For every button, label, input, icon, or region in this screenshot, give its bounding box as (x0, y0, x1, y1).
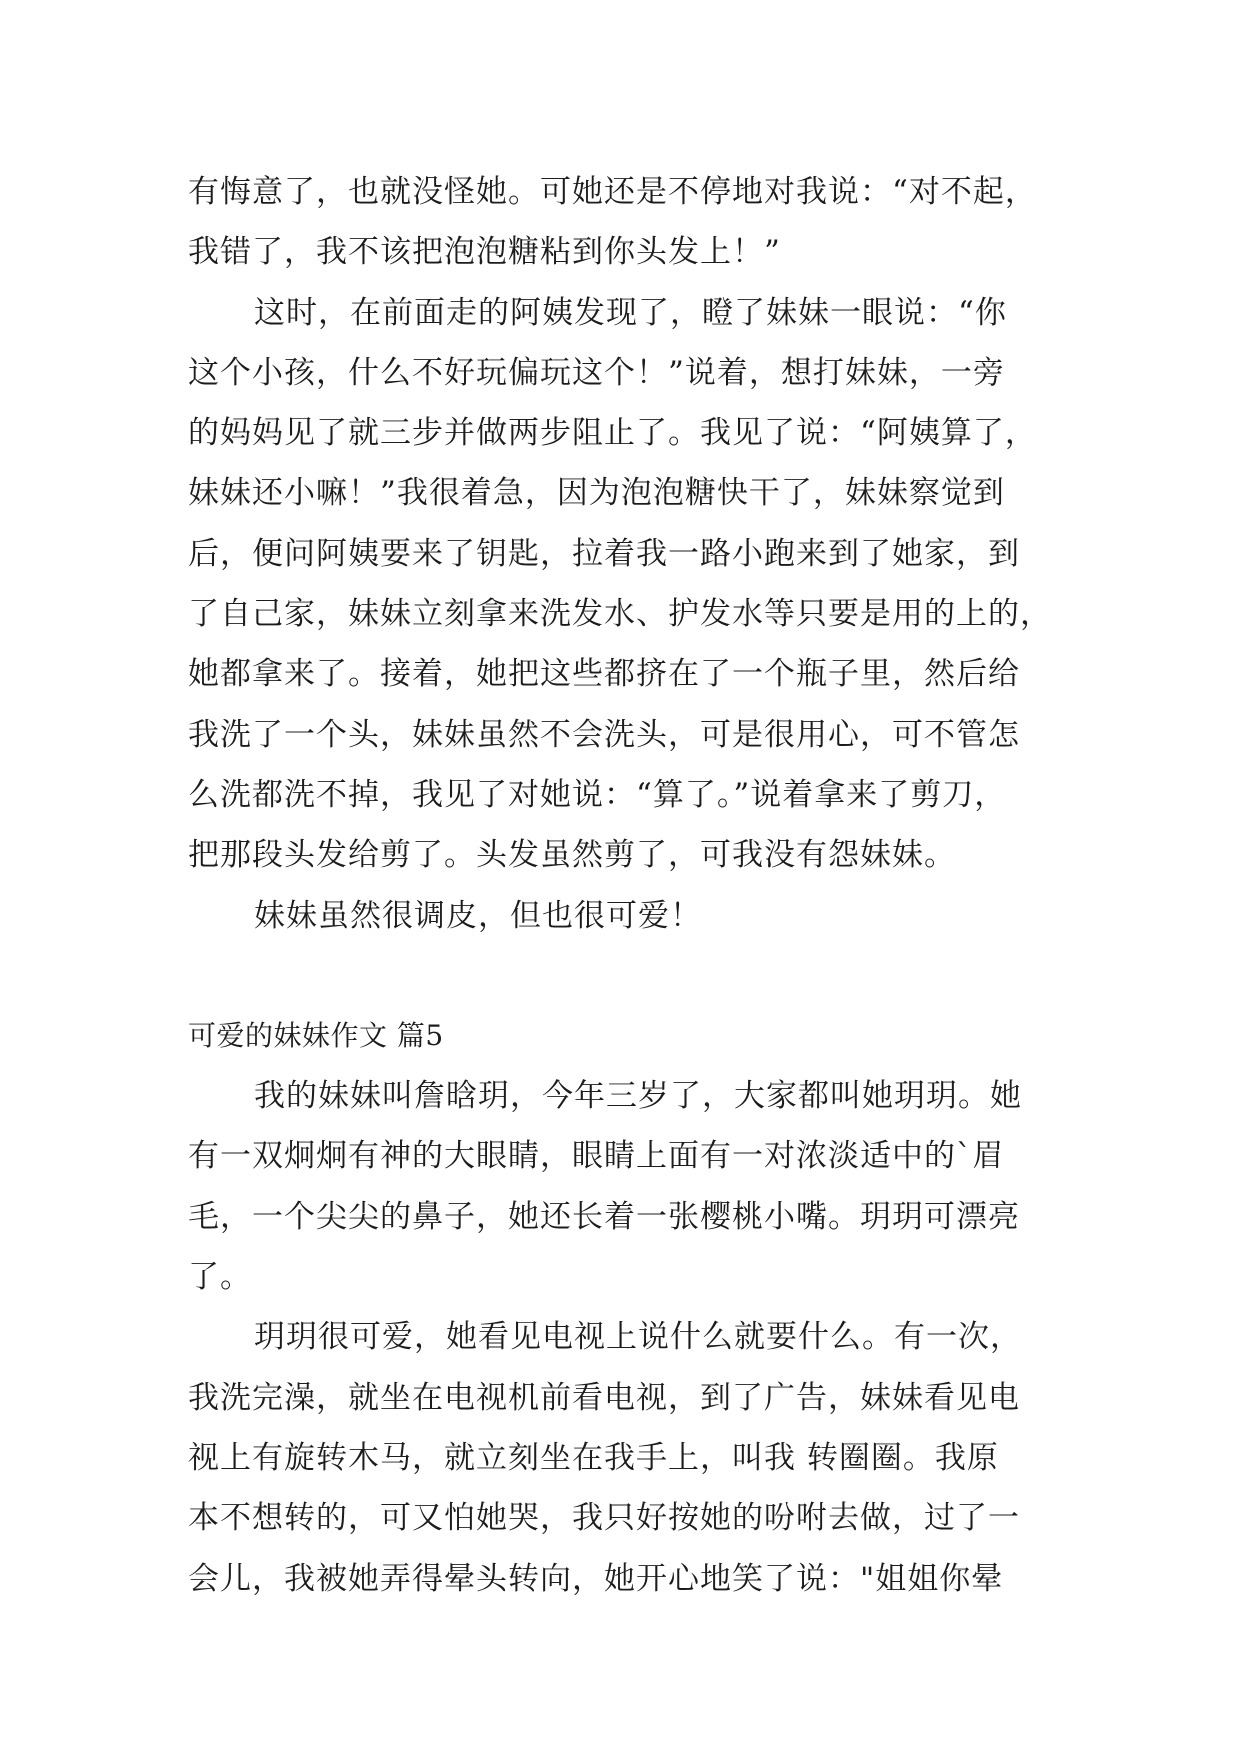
paragraph (188, 1307, 1068, 1608)
document-body (188, 162, 1068, 1609)
text-line: 把那段头发给剪了。头发虽然剪了，可我没有怨妹妹。 (188, 837, 956, 874)
text-line: 后，便问阿姨要来了钥匙，拉着我一路小跑来到了她家，到 (188, 535, 1020, 572)
text-line: 会儿，我被她弄得晕头转向，她开心地笑了说："姐姐你晕 (188, 1560, 1004, 1597)
text-line: 我错了，我不该把泡泡糖粘到你头发上！” (188, 234, 781, 271)
text-line: 妹妹虽然很调皮，但也很可爱！ (254, 897, 702, 934)
section-heading: 可爱的妹妹作文 篇5 (188, 1018, 444, 1052)
text-line: 我洗完澡，就坐在电视机前看电视，到了广告，妹妹看见电 (188, 1379, 1020, 1416)
text-line: 她都拿来了。接着，她把这些都挤在了一个瓶子里，然后给 (188, 656, 1020, 693)
text-line: 有悔意了，也就没怪她。可她还是不停地对我说：“对不起， (188, 174, 1037, 210)
text-line: 我洗了一个头，妹妹虽然不会洗头，可是很用心，可不管怎 (188, 716, 1020, 753)
text-line: 毛，一个尖尖的鼻子，她还长着一张樱桃小嘴。玥玥可漂亮 (188, 1198, 1020, 1235)
text-line: 么洗都洗不掉，我见了对她说：“算了。”说着拿来了剪刀， (188, 776, 1007, 813)
text-line: 视上有旋转木马，就立刻坐在我手上，叫我 转圈圈。我原 (188, 1439, 999, 1476)
paragraph (188, 162, 1068, 283)
text-line: 玥玥很可爱，她看见电视上说什么就要什么。有一次， (254, 1319, 1022, 1356)
text-line: 妹妹还小嘛！”我很着急，因为泡泡糖快干了，妹妹察觉到 (188, 475, 1005, 512)
paragraph (188, 283, 1068, 886)
text-line: 这个小孩，什么不好玩偏玩这个！”说着，想打妹妹，一旁 (188, 354, 1005, 391)
section-spacer (188, 946, 1068, 1006)
paragraph (188, 1066, 1068, 1307)
text-line: 了自己家，妹妹立刻拿来洗发水、护发水等只要是用的上的， (188, 596, 1052, 633)
text-line: 有一双炯炯有神的大眼睛，眼睛上面有一对浓淡适中的`眉 (188, 1138, 1005, 1175)
text-line: 本不想转的，可又怕她哭，我只好按她的吩咐去做，过了一 (188, 1500, 1020, 1537)
text-line: 的妈妈见了就三步并做两步阻止了。我见了说：“阿姨算了， (188, 415, 1037, 452)
text-line: 我的妹妹叫詹晗玥，今年三岁了，大家都叫她玥玥。她 (254, 1078, 1022, 1115)
text-line: 了。 (188, 1259, 252, 1296)
text-line: 这时，在前面走的阿姨发现了，瞪了妹妹一眼说：“你 (254, 294, 1007, 331)
paragraph (188, 886, 1068, 946)
